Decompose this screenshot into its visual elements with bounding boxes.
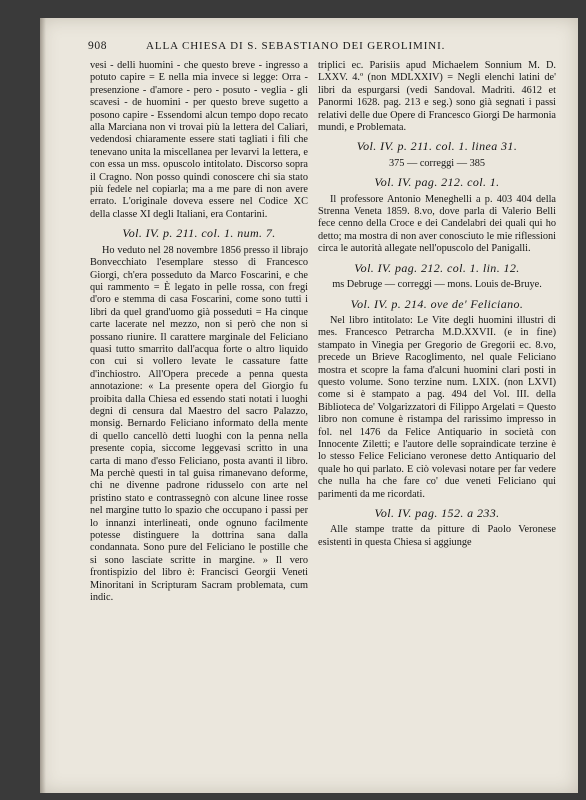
right-section-heading-2: Vol. IV. pag. 212. col. 1. <box>374 175 500 190</box>
right-paragraph-1: triplici ec. Parisiis apud Michaelem Sonnium M. D. LXXV. 4.º (non MDLXXIV) = Negli elenchi latini de' libri da espurgarsi (vedi Sandoval. Madriti. 4612 et Panormi 1628. pag. 213 e seg.) sono già segnati i passi relativi delle due Opere di Francesco Giorgi De harmonia mundi, e Problemata. <box>318 60 556 134</box>
right-paragraph-3: Nel libro intitolato: Le Vite degli huomini illustri di mes. Francesco Petrarcha M.D.XXVII. (e in fine) stampato in Vinegia per Gregorio de Gregorii ec. 8.vo, precede un Brieve Racoglimento, nel quale Feliciano mostra et scopre la fama d'alcuni huomini clari posti in questo volume. Sono terzine num. LXIX. (non LXVI) come si è stampato a pag. 494 del Vol. III. della Biblioteca de' Volgarizzatori di Filippo Argelati = Questo libro non comune è ristampa del rarissimo impresso in fol. nel 1476 da Felice Antiquario in società con Innocente Ziletti; e l'autore delle sopraindicate terzine è lo stesso Felice Feliciano veronese detto Antiquario del quale ho qui parlato. E ciò volevasi notare per far vedere che nulla ha che fare co' due veneti Feliciano qui parimenti da me ricordati. <box>318 314 556 500</box>
right-section-heading-3: Vol. IV. pag. 212. col. 1. lin. 12. <box>354 260 520 275</box>
page-number: 908 <box>88 40 108 52</box>
running-title: ALLA CHIESA DI S. SEBASTIANO DEI GEROLIMINI. <box>146 40 446 52</box>
right-paragraph-4: Alle stampe tratte da pitture di Paolo Veronese esistenti in questa Chiesa si aggiunge <box>318 524 556 548</box>
right-section-heading-4: Vol. IV. p. 214. ove de' Feliciano. <box>350 296 524 311</box>
left-section-heading-1: Vol. IV. p. 211. col. 1. num. 7. <box>122 226 276 241</box>
correction-1: 375 — correggi — 385 <box>388 157 486 169</box>
right-section-heading-1: Vol. IV. p. 211. col. 1. linea 31. <box>356 139 518 154</box>
right-section-heading-5: Vol. IV. pag. 152. a 233. <box>374 506 500 520</box>
left-paragraph-2: Ho veduto nel 28 novembre 1856 presso il librajo Bonvecchiato l'esemplare stesso di Francesco Giorgi, ch'era posseduto da Marco Foscarini, e che qui rammento = È legato in pelle rossa, con fregi d'oro e stemma di casa Foscarini, come sono tutti i libri da quel grand'uomo già posseduti = Ha cinque carte lacerate nel mezzo, non si però che non si possano riunire. Il carattere marginale del Feliciano quasi tutto smarrito dall'acqua forte o altro liquido con cui si vollero levate le cassature fatte d'inchiostro. All'Opera precede a penna questa annotazione: « La presente opera del Giorgio fu proibita dalla Chiesa ed essendo stati notati i luoghi degni di censura dal Maestro del sacro Palazzo, monsig. Bernardo Feliciano informato della mente di quello cancellò detti luoghi con la penna nella presente copia, siccome leggevasi scritto in una carta di mano d'esso Feliciano, posta avanti il libro. Ma perchè questi in tal guisa rimanevano deforme, chi ne divenne padrone ridusselo con arte nel pristino stato e contrassegnò con alcune linee rosse nel margine tutto lo spazio che occupano i passi per lo innanzi interlineati, onde ognuno facilmente potesse distinguere la dottrina sana dalla condannata. Sono pure del Feliciano le postille che si sono lasciate scritte in margine. » Il vero frontispizio del libro è: Francisci Georgii Veneti Minoritani in Scripturam Sacram problemata, cum indic. <box>90 244 308 604</box>
right-column <box>318 60 556 549</box>
running-header <box>88 40 558 54</box>
right-paragraph-2: Il professore Antonio Meneghelli a p. 403 404 della Strenna Veneta 1859. 8.vo, dove parla di Valerio Belli fece cenno della Croce e dei Candelabri dei quali qui ho detto; ma mostra di non aver conosciuto le mie riflessioni circa le autorità allegate nell'opuscolo del Panigalli. <box>318 193 556 255</box>
left-paragraph-1: vesi - delli huomini - che questo breve - ingresso a potuto capire = E nella mia invece si legge: Orra - presenzione - d'amore - pero - posuto - veglia - gli scavesi - de huomini - per questo breve sugetto a posono capire - Essendomi alcun tempo dopo recato alla Marciana non vi trovai più la lettera del Caliari, vedendosi chiaramente essere stati tagliati i fili che tenevano unita la miscellanea per levarvi la lettera, e con essa un mss. opuscolo intitolato. Discorso sopra il Cragno. Non posso quindi conoscere chi sia stato più fedele nel copiarla; ma a me pare di non avere errato. L'originale doveva essere nel Codice XC della classe XI degli Italiani, era Contarini. <box>90 60 308 220</box>
book-page <box>40 18 578 793</box>
left-column <box>90 60 308 604</box>
page-binding-shadow <box>40 18 46 793</box>
correction-2: ms Debruge — correggi — mons. Louis de-Bruye. <box>332 279 542 291</box>
